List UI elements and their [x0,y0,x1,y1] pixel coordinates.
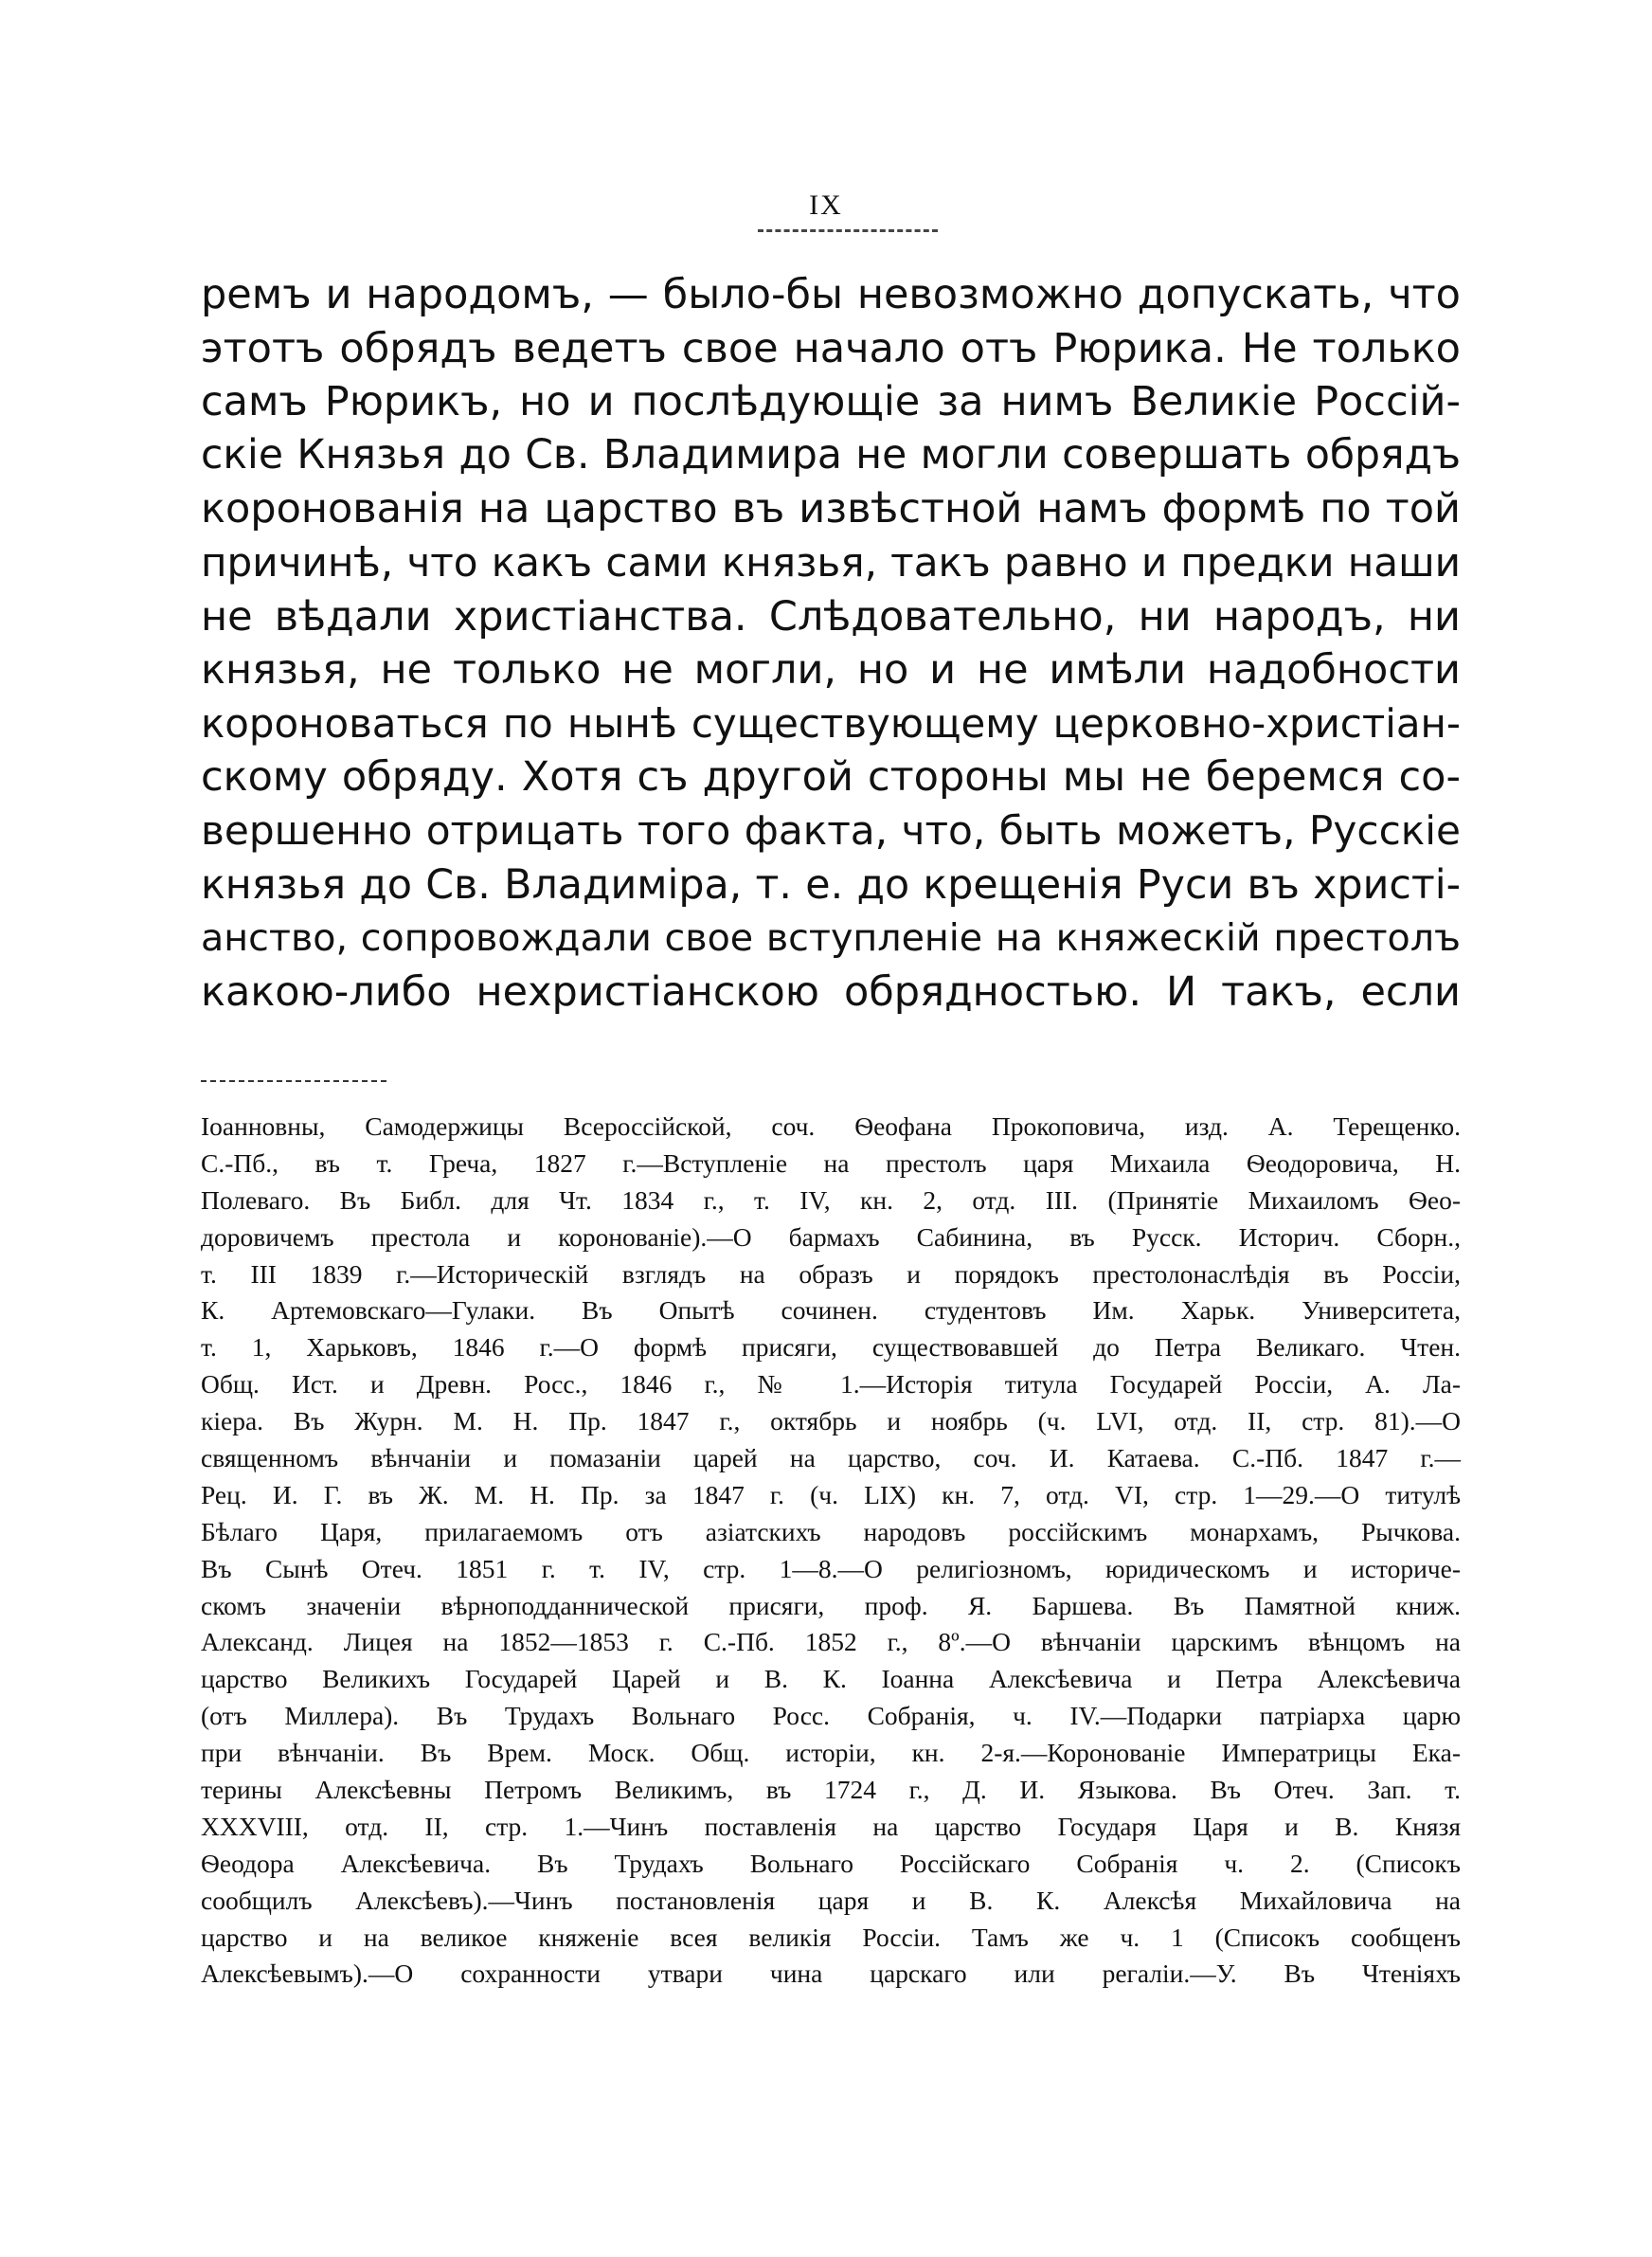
main-text [201,268,1461,1019]
main-text-line: причинѣ, что какъ сами князья, такъ равно и предки наши [201,538,1461,586]
footnote-line: царство Великихъ Государей Царей и В. К. Іоанна Алексѣевича и Петра Алексѣевича [201,1664,1461,1694]
footnote-line: царство и на великое княженіе всея великія Россіи. Тамъ же ч. 1 (Списокъ сообщенъ [201,1922,1461,1952]
main-text-line: скому обряду. Хотя съ другой стороны мы не беремся со- [201,753,1461,802]
footnote-line: терины Алексѣевны Петромъ Великимъ, въ 1724 г., Д. И. Языкова. Въ Отеч. Зап. т. [201,1775,1461,1805]
main-text-line: анство, сопровождали свое вступленіе на княжескій престолъ [201,916,1461,961]
footnote-line: Александ. Лицея на 1852—1853 г. С.-Пб. 1852 г., 8º.—О вѣнчаніи царскимъ вѣнцомъ на [201,1627,1461,1657]
main-text-line: князья, не только не могли, но и не имѣли надобности [201,646,1461,695]
footnote-line: т. 1, Харьковъ, 1846 г.—О формѣ присяги, существовавшей до Петра Великаго. Чтен. [201,1332,1461,1363]
footnote-block [201,1109,1461,1993]
footnote-line: Алексѣевымъ).—О сохранности утвари чина царскаго или регаліи.—У. Въ Чтеніяхъ [201,1959,1461,1989]
main-text-line: князья до Св. Владиміра, т. е. до крещенія Руси въ христі- [201,860,1461,909]
footnote-line: при вѣнчаніи. Въ Врем. Моск. Общ. исторіи, кн. 2-я.—Коронованіе Императрицы Ека- [201,1738,1461,1768]
footnote-line: т. III 1839 г.—Историческій взглядъ на образъ и порядокъ престолонаслѣдія въ Россіи, [201,1258,1461,1289]
footnote-line: священномъ вѣнчаніи и помазаніи царей на царство, соч. И. Катаева. С.-Пб. 1847 г.— [201,1443,1461,1473]
main-text-line: самъ Рюрикъ, но и послѣдующіе за нимъ Великіе Россій- [201,378,1461,426]
footnote-line: Полеваго. Въ Библ. для Чт. 1834 г., т. IV, кн. 2, отд. III. (Принятіе Михаиломъ Ѳео- [201,1184,1461,1215]
footnote-line: Рец. И. Г. въ Ж. М. Н. Пр. за 1847 г. (ч. LIX) кн. 7, отд. VI, стр. 1—29.—О титулѣ [201,1479,1461,1509]
main-text-line: не вѣдали христіанства. Слѣдовательно, ни народъ, ни [201,592,1461,641]
main-text-line: ремъ и народомъ, — было-бы невозможно допускать, что [201,271,1461,318]
footnote-separator [201,1080,386,1082]
main-text-line: какою-либо нехристіанскою обрядностью. И такъ, если [201,967,1461,1016]
footnote-line: Іоанновны, Самодержицы Всероссійской, соч. Ѳеофана Прокоповича, изд. А. Терещенко. [201,1111,1461,1141]
footnote-line: Въ Сынѣ Отеч. 1851 г. т. IV, стр. 1—8.—О религіозномъ, юридическомъ и историче- [201,1553,1461,1583]
main-text-line: вершенно отрицать того факта, что, быть можетъ, Русскіе [201,806,1461,854]
footnote-line: С.-Пб., въ т. Греча, 1827 г.—Вступленіе на престолъ царя Михаила Ѳеодоровича, Н. [201,1147,1461,1178]
main-text-line: короноваться по нынѣ существующему церковно-христіан- [201,699,1461,747]
footnote-line: скомъ значеніи вѣрноподданнической присяги, проф. Я. Баршева. Въ Памятной книж. [201,1590,1461,1620]
footnote-line: Бѣлаго Царя, прилагаемомъ отъ азіатскихъ народовъ россійскимъ монархамъ, Рычкова. [201,1516,1461,1546]
main-text-line: этотъ обрядъ ведетъ свое начало отъ Рюрика. Не только [201,324,1461,372]
footnote-line: (отъ Миллера). Въ Трудахъ Вольнаго Росс. Собранія, ч. IV.—Подарки патріарха царю [201,1701,1461,1731]
footnote-line: доровичемъ престола и коронованіе).—О бармахъ Сабинина, въ Русск. Историч. Сборн., [201,1221,1461,1252]
page-number-rule [758,229,938,232]
footnote-line: кіера. Въ Журн. М. Н. Пр. 1847 г., октябрь и ноябрь (ч. LVI, отд. II, стр. 81).—О [201,1406,1461,1436]
footnote-line: сообщилъ Алексѣевъ).—Чинъ постановленія царя и В. К. Алексѣя Михайловича на [201,1885,1461,1915]
footnote-line: XXXVIII, отд. II, стр. 1.—Чинъ поставленія на царство Государя Царя и В. Князя [201,1811,1461,1841]
footnote-line: Общ. Ист. и Древн. Росс., 1846 г., № 1.—Исторія титула Государей Россіи, А. Ла- [201,1369,1461,1399]
footnote-line: К. Артемовскаго—Гулаки. Въ Опытѣ сочинен. студентовъ Им. Харьк. Университета, [201,1295,1461,1326]
footnote-line: Ѳеодора Алексѣевича. Въ Трудахъ Вольнаго Россійскаго Собранія ч. 2. (Списокъ [201,1848,1461,1878]
page-number: IX [809,190,843,221]
main-text-line: коронованія на царство въ извѣстной намъ формѣ по той [201,485,1461,533]
main-text-line: скіе Князья до Св. Владимира не могли совершать обрядъ [201,431,1461,478]
